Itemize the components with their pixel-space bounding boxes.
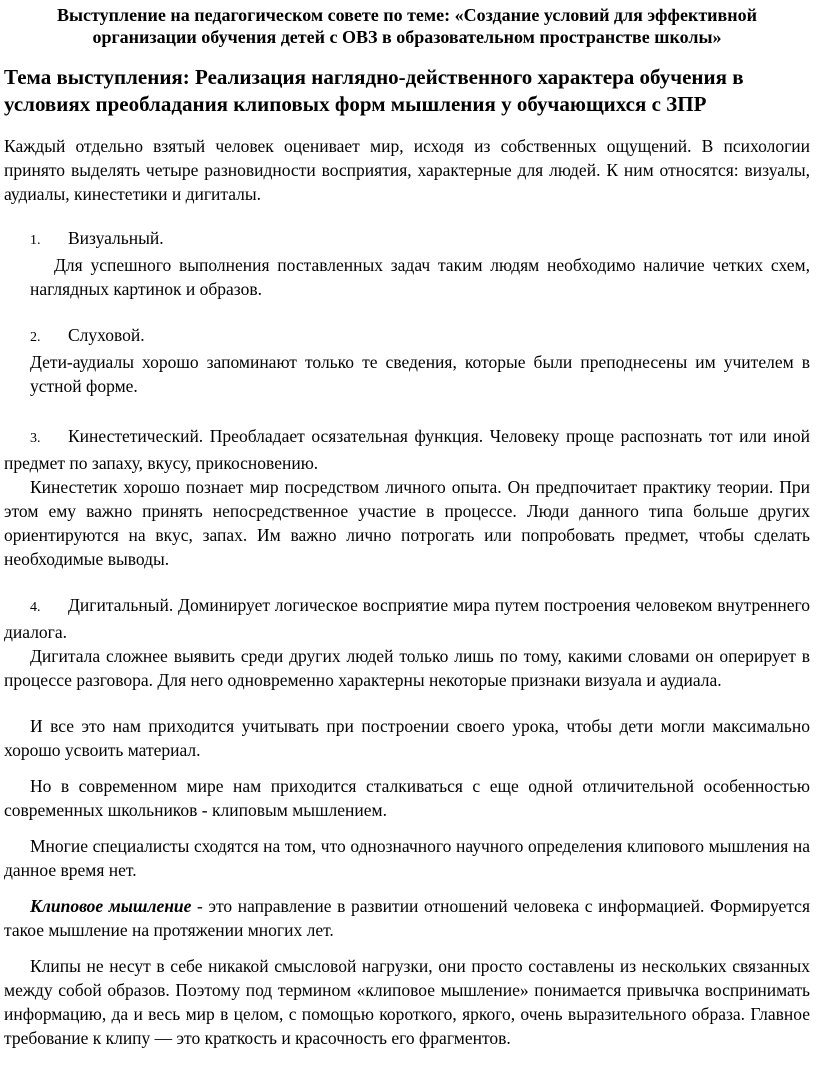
list-item-heading bbox=[4, 424, 810, 475]
list-item-number: 4. bbox=[30, 600, 41, 615]
list-item-heading bbox=[4, 226, 810, 253]
list-item-text: Для успешного выполнения поставленных задач таким людям необходимо наличие четких схем, наглядных картинок и образов. bbox=[30, 255, 810, 299]
body-paragraph: Клипы не несут в себе никакой смысловой нагрузки, они просто составлены из нескольких связанных между собой образов. Поэтому под термином «клиповое мышление» понимается привычка воспринимать информацию, да и весь мир в целом, с помощью короткого, яркого, очень выразительного образа. Главное требование к клипу — это краткость и красочность его фрагментов. bbox=[4, 956, 810, 1048]
list-item-heading-text: Кинестетический. Преобладает осязательная функция. Человеку проще распознать тот или иной предмет по запаху, вкусу, прикосновению. bbox=[4, 426, 810, 473]
topic-title: Тема выступления: Реализация наглядно-действенного характера обучения в условиях преобладания клиповых форм мышления у обучающихся с ЗПР bbox=[4, 65, 744, 116]
list-item-text: Дети-аудиалы хорошо запоминают только те сведения, которые были преподнесены им учителем в устной форме. bbox=[30, 352, 810, 396]
definition-text: - это направление в развитии отношений человека с информацией. Формируется такое мышление на протяжении многих лет. bbox=[4, 896, 811, 940]
body-paragraph: Многие специалисты сходятся на том, что однозначного научного определения клипового мышления на данное время нет. bbox=[4, 836, 810, 880]
body-paragraph: И все это нам приходится учитывать при построении своего урока, чтобы дети могли максимально хорошо усвоить материал. bbox=[4, 716, 810, 760]
list-item-number: 2. bbox=[30, 330, 41, 345]
definition-paragraph bbox=[4, 894, 810, 942]
list-item-text: Дигитала сложнее выявить среди других людей только лишь по тому, какими словами он оперирует в процессе разговора. Для него одновременно характерны некоторые признаки визуала и аудиала. bbox=[4, 646, 810, 690]
list-item-number: 1. bbox=[30, 233, 41, 248]
list-item-number: 3. bbox=[30, 431, 41, 446]
body-paragraph: Но в современном мире нам приходится сталкиваться с еще одной отличительной особенностью современных школьников - клиповым мышлением. bbox=[4, 776, 810, 820]
list-item-heading-text: Слуховой. bbox=[68, 325, 145, 345]
document-header: Выступление на педагогическом совете по теме: «Создание условий для эффективной организации обучения детей с ОВЗ в образовательном пространстве школы» bbox=[57, 5, 757, 47]
intro-paragraph: Каждый отдельно взятый человек оценивает мир, исходя из собственных ощущений. В психологии принято выделять четыре разновидности восприятия, характерные для людей. К ним относятся: визуалы, аудиалы, кинестетики и дигиталы. bbox=[4, 136, 810, 204]
list-item-heading bbox=[4, 323, 810, 350]
list-item-heading bbox=[4, 593, 810, 644]
list-item-text: Кинестетик хорошо познает мир посредством личного опыта. Он предпочитает практику теории. При этом ему важно принять непосредственное участие в процессе. Люди данного типа больше других ориентируются на вкус, запах. Им важно лично потрогать или попробовать предмет, чтобы сделать необходимые выводы. bbox=[4, 477, 810, 569]
list-item-heading-text: Визуальный. bbox=[68, 228, 164, 248]
list-item-heading-text: Дигитальный. Доминирует логическое восприятие мира путем построения человеком внутреннего диалога. bbox=[4, 595, 810, 642]
term-clip-thinking: Клиповое мышление bbox=[30, 896, 192, 916]
